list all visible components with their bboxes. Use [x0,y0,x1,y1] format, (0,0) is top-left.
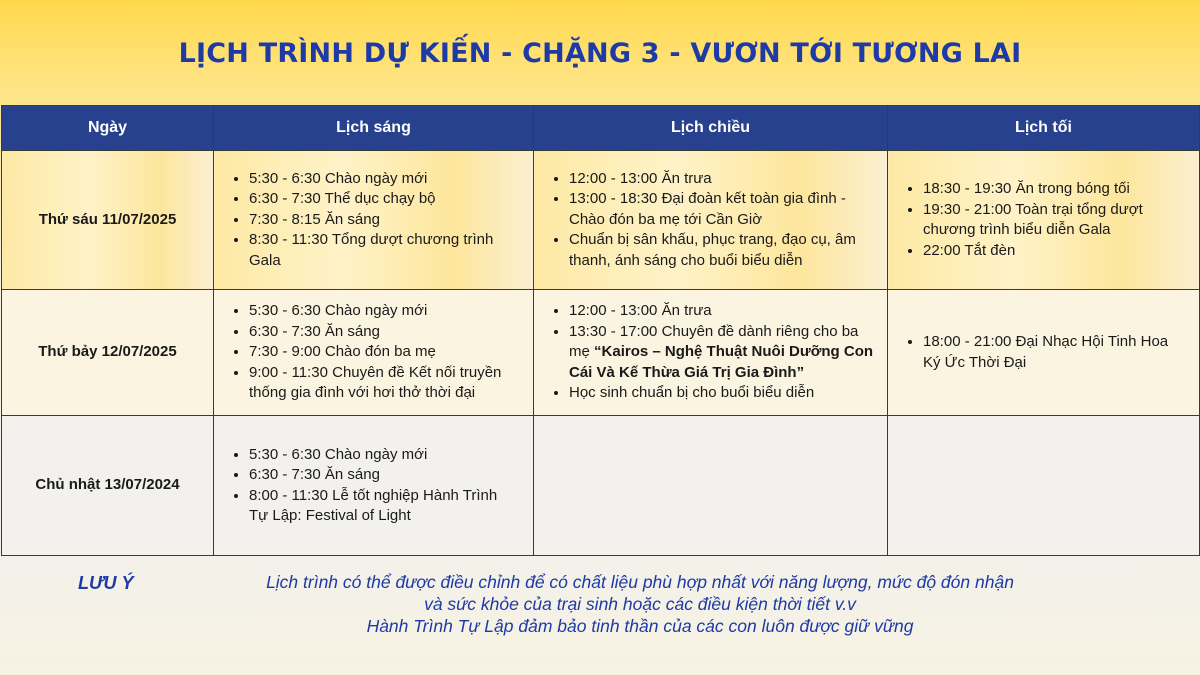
header-morning: Lịch sáng [214,106,534,151]
list-item: • 8:00 - 11:30 Lễ tốt nghiệp Hành Trình Tự Lập: Festival of Light [249,486,520,527]
list-item: • 18:00 - 21:00 Đại Nhạc Hội Tinh Hoa Ký Ức Thời Đại [923,332,1186,373]
list-item: • 5:30 - 6:30 Chào ngày mới [249,169,520,190]
table-row [2,151,1200,290]
list-item: • 18:30 - 19:30 Ăn trong bóng tối [923,179,1186,200]
list-item: • 22:00 Tắt đèn [923,241,1186,262]
note-line: và sức khỏe của trại sinh hoặc các điều kiện thời tiết v.v [424,594,856,614]
list-item: • 8:30 - 11:30 Tổng dượt chương trình Gala [249,230,520,271]
table-row [2,416,1200,556]
list-item: • 13:00 - 18:30 Đại đoàn kết toàn gia đình - Chào đón ba mẹ tới Cần Giờ [569,189,874,230]
list-item: • Học sinh chuẩn bị cho buổi biểu diễn [569,383,874,404]
session-text: 13:30 - 17:00 Chuyên đề dành riêng cho ba mẹ [569,322,859,361]
list-item: • 7:30 - 9:00 Chào đón ba mẹ [249,342,520,363]
list-item: • 5:30 - 6:30 Chào ngày mới [249,301,520,322]
list-item: • 7:30 - 8:15 Ăn sáng [249,210,520,231]
list-item: • Chuẩn bị sân khấu, phục trang, đạo cụ, âm thanh, ánh sáng cho buổi biểu diễn [569,230,874,271]
header-evening: Lịch tối [888,106,1200,151]
afternoon-cell [534,151,888,290]
header-afternoon: Lịch chiều [534,106,888,151]
morning-cell [214,290,534,416]
header-day: Ngày [2,106,214,151]
note-line: Hành Trình Tự Lập đảm bảo tinh thần của các con luôn được giữ vững [366,616,914,636]
list-item: • 12:00 - 13:00 Ăn trưa [569,169,874,190]
note-label: LƯU Ý [78,573,134,593]
list-item: • 6:30 - 7:30 Ăn sáng [249,322,520,343]
evening-cell [888,290,1200,416]
evening-cell [888,416,1200,556]
morning-cell [214,151,534,290]
header-row [2,106,1200,151]
note-line: Lịch trình có thể được điều chỉnh để có chất liệu phù hợp nhất với năng lượng, mức độ đón nhận [266,572,1014,592]
list-item: • 19:30 - 21:00 Toàn trại tổng dượt chương trình biểu diễn Gala [923,200,1186,241]
list-item: • 9:00 - 11:30 Chuyên đề Kết nối truyền thống gia đình với hơi thở thời đại [249,363,520,404]
day-cell: Thứ bảy 12/07/2025 [2,290,214,416]
schedule-table [1,105,1200,556]
morning-cell [214,416,534,556]
session-title: “Kairos – Nghệ Thuật Nuôi Dưỡng Con Cái Và Kế Thừa Giá Trị Gia Đình” [569,343,874,381]
list-item: • 6:30 - 7:30 Thể dục chạy bộ [249,189,520,210]
note-text [140,571,1140,637]
afternoon-cell [534,290,888,416]
day-cell: Thứ sáu 11/07/2025 [2,151,214,290]
list-item [569,322,874,384]
table-row [2,290,1200,416]
list-item: • 12:00 - 13:00 Ăn trưa [569,301,874,322]
list-item: • 6:30 - 7:30 Ăn sáng [249,465,520,486]
list-item: • 5:30 - 6:30 Chào ngày mới [249,445,520,466]
evening-cell [888,151,1200,290]
page-title: LỊCH TRÌNH DỰ KIẾN - CHẶNG 3 - VƯƠN TỚI TƯƠNG LAI [178,38,1022,69]
afternoon-cell [534,416,888,556]
day-cell: Chủ nhật 13/07/2024 [2,416,214,556]
